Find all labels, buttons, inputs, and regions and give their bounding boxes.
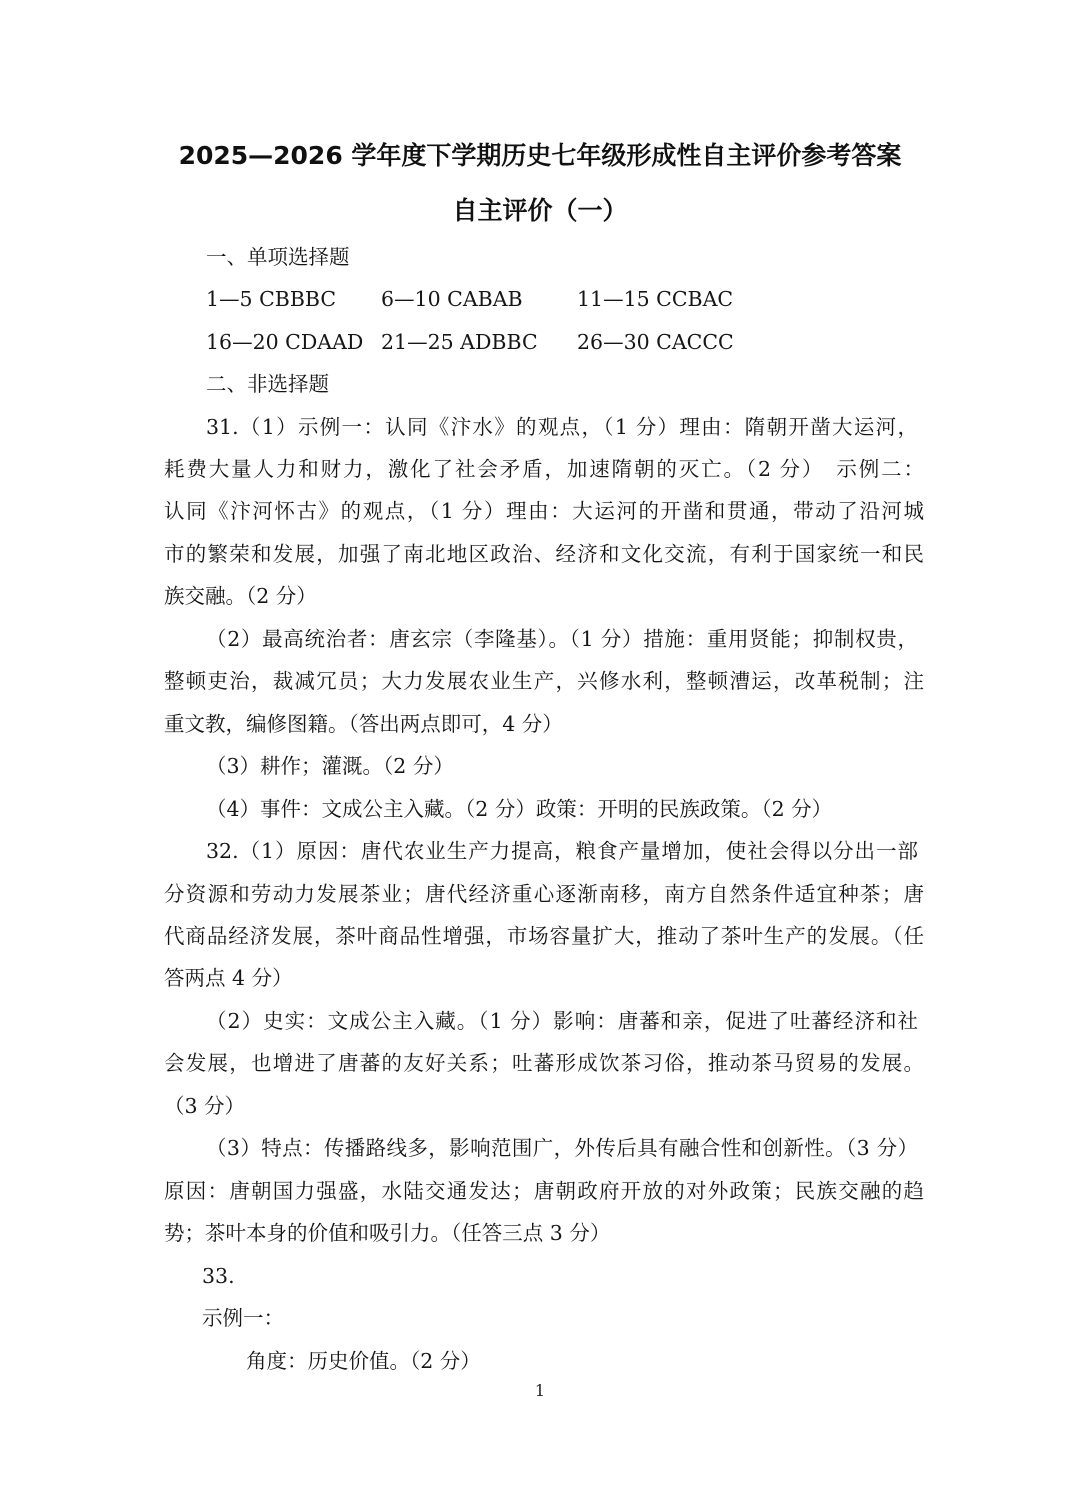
paragraph-line: 32.（1）原因：唐代农业生产力提高，粮食产量增加，使社会得以分出一部 xyxy=(206,839,918,863)
paragraph-line: 势；茶叶本身的价值和吸引力。（任答三点 3 分） xyxy=(164,1221,611,1245)
section-1-heading: 一、单项选择题 xyxy=(206,245,350,269)
paragraph-line: 市的繁荣和发展，加强了南北地区政治、经济和文化交流，有利于国家统一和民 xyxy=(164,542,924,566)
paragraph-line: （2）最高统治者：唐玄宗（李隆基）。（1 分）措施：重用贤能；抑制权贵， xyxy=(206,627,918,651)
document-title: 2025—2026 学年度下学期历史七年级形成性自主评价参考答案 xyxy=(178,141,902,170)
paragraph-line: （3 分） xyxy=(164,1094,246,1118)
answer-group: 16—20 CDAAD xyxy=(206,330,364,354)
paragraph-line: 角度：历史价值。（2 分） xyxy=(246,1349,481,1373)
answer-group: 21—25 ADBBC xyxy=(381,330,538,354)
paragraph-line: 33. xyxy=(202,1264,235,1288)
paragraph-line: 认同《汴河怀古》的观点，（1 分）理由：大运河的开凿和贯通，带动了沿河城 xyxy=(164,499,924,523)
paragraph-line: 31.（1）示例一：认同《汴水》的观点，（1 分）理由：隋朝开凿大运河， xyxy=(206,415,918,439)
paragraph-line: （4）事件：文成公主入藏。（2 分）政策：开明的民族政策。（2 分） xyxy=(206,797,833,821)
section-2-heading: 二、非选择题 xyxy=(206,372,329,396)
paragraph-line: 会发展，也增进了唐蕃的友好关系；吐蕃形成饮茶习俗，推动茶马贸易的发展。 xyxy=(164,1051,924,1075)
page-number: 1 xyxy=(534,1381,546,1400)
paragraph-line: 重文教，编修图籍。（答出两点即可，4 分） xyxy=(164,712,563,736)
paragraph-line: 原因：唐朝国力强盛，水陆交通发达；唐朝政府开放的对外政策；民族交融的趋 xyxy=(164,1179,924,1203)
paragraph-line: （3）特点：传播路线多，影响范围广，外传后具有融合性和创新性。（3 分） xyxy=(206,1136,918,1160)
document-subtitle: 自主评价（一） xyxy=(452,196,628,225)
answer-row xyxy=(206,278,966,320)
paragraph-line: （3）耕作；灌溉。（2 分） xyxy=(206,754,454,778)
answer-group: 11—15 CCBAC xyxy=(577,287,734,311)
paragraph-line: 耗费大量人力和财力，激化了社会矛盾，加速隋朝的灭亡。（2 分） 示例二： xyxy=(164,457,924,481)
paragraph-line: 代商品经济发展，茶叶商品性增强，市场容量扩大，推动了茶叶生产的发展。（任 xyxy=(164,924,924,948)
answer-group: 1—5 CBBBC xyxy=(206,287,337,311)
paragraph-line: 分资源和劳动力发展茶业；唐代经济重心逐渐南移，南方自然条件适宜种茶；唐 xyxy=(164,882,924,906)
paragraph-line: 族交融。（2 分） xyxy=(164,584,317,608)
answer-row xyxy=(206,321,966,363)
paragraph-line: 整顿吏治，裁减冗员；大力发展农业生产，兴修水利，整顿漕运，改革税制；注 xyxy=(164,669,924,693)
paragraph-line: 答两点 4 分） xyxy=(164,966,293,990)
paragraph-line: （2）史实：文成公主入藏。（1 分）影响：唐蕃和亲，促进了吐蕃经济和社 xyxy=(206,1009,918,1033)
answer-group: 6—10 CABAB xyxy=(381,287,523,311)
paragraph-line: 示例一： xyxy=(202,1306,284,1330)
answer-group: 26—30 CACCC xyxy=(577,330,734,354)
